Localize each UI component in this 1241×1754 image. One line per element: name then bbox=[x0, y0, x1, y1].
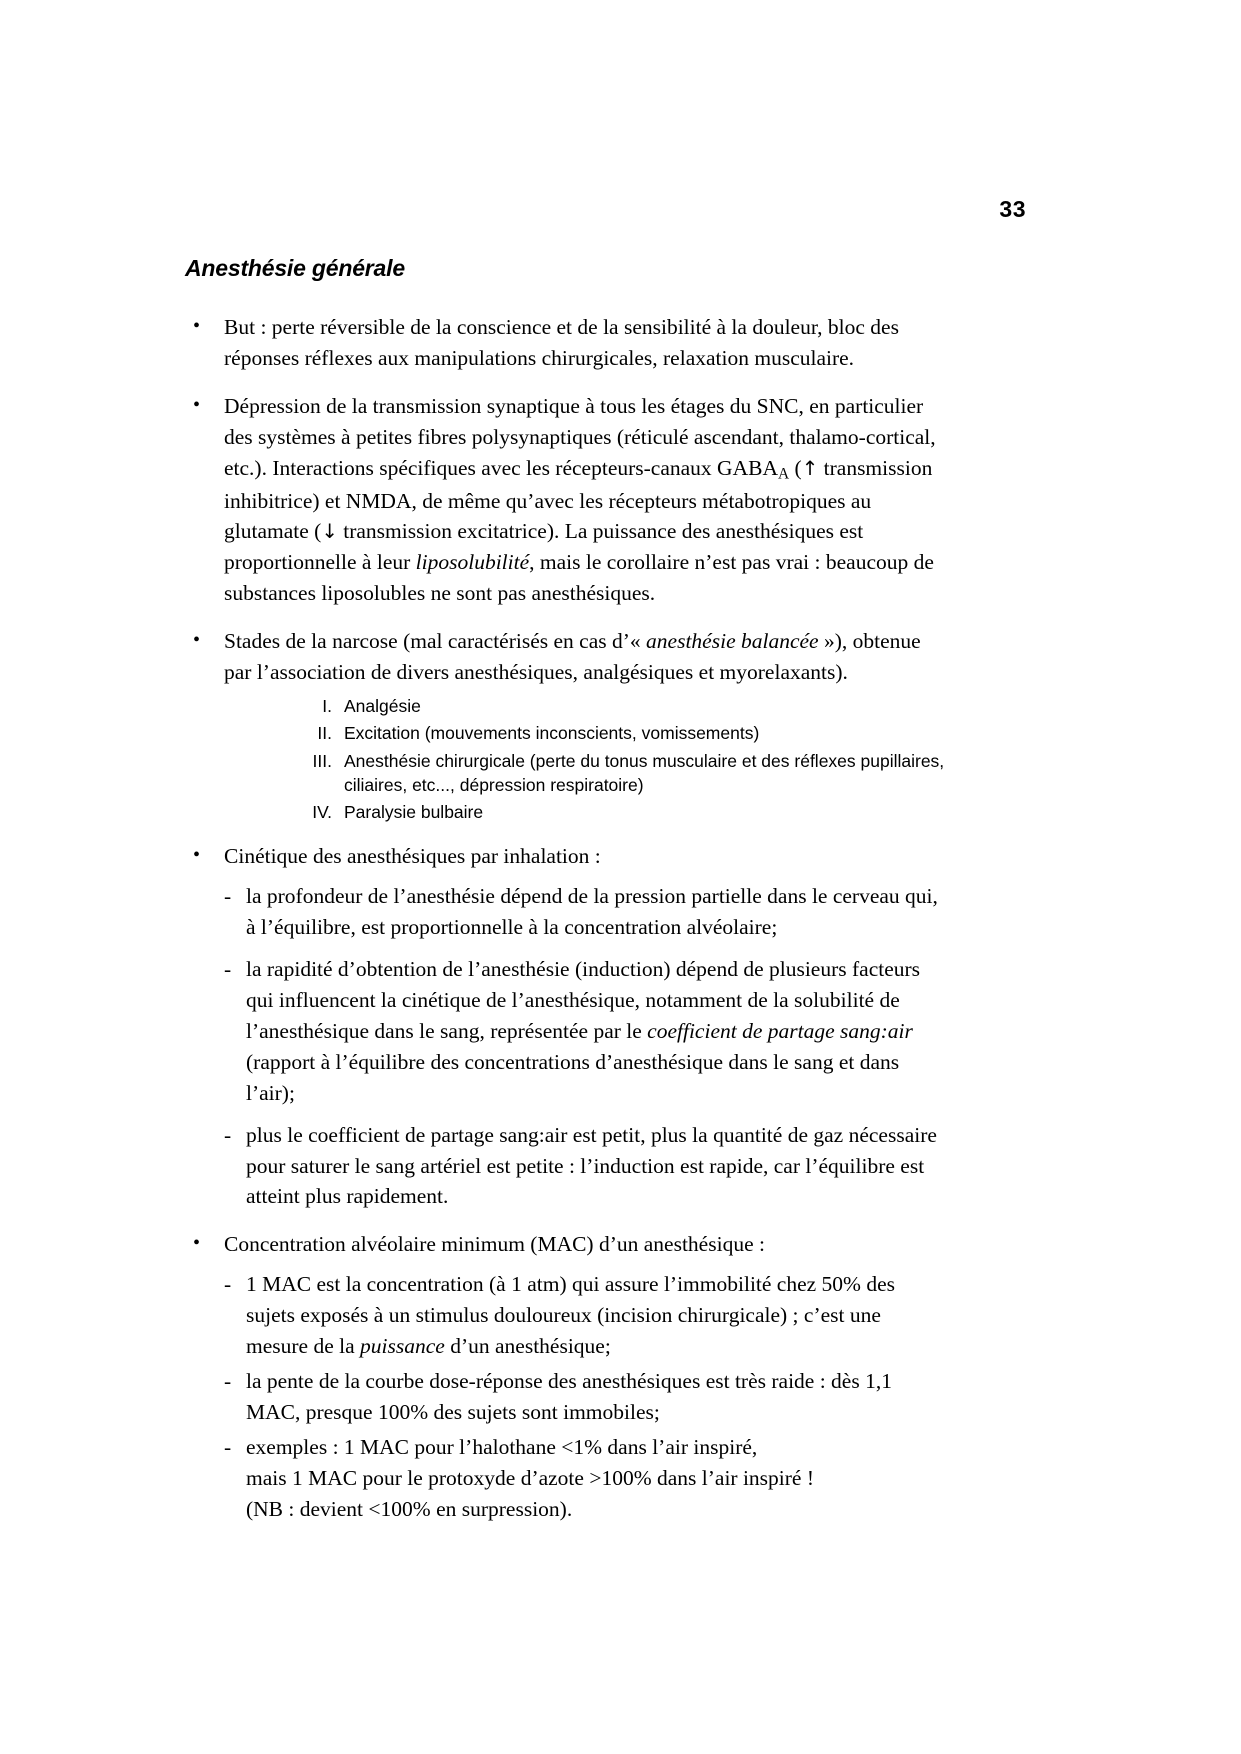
bullet-marker-icon: • bbox=[193, 393, 201, 416]
dash-marker-icon: - bbox=[224, 1122, 232, 1147]
emphasis-anesthesie-balancee: anesthésie balancée bbox=[646, 629, 819, 654]
bullet-lead-text: Cinétique des anesthésiques par inhalation : bbox=[224, 843, 601, 868]
dash-marker-icon: - bbox=[224, 883, 232, 908]
example-line-2: mais 1 MAC pour le protoxyde d’azote >100% dans l’air inspiré ! bbox=[246, 1466, 815, 1491]
text-fragment: »), obtenue par l’association de divers anesthésiques, analgésiques et myorelaxants). bbox=[224, 629, 921, 685]
gaba-subscript: A bbox=[777, 465, 790, 483]
bullet-item-but bbox=[185, 312, 945, 374]
roman-numeral: I. bbox=[322, 696, 332, 717]
dash-sub-list bbox=[224, 1269, 945, 1525]
example-line-1: exemples : 1 MAC pour l’halothane <1% dans l’air inspiré, bbox=[246, 1435, 758, 1460]
main-bullet-list bbox=[185, 312, 945, 1525]
bullet-marker-icon: • bbox=[193, 843, 201, 866]
text-fragment: , mais le corollaire n’est pas vrai : beaucoup de substances liposolubles ne sont pas anesthésiques. bbox=[224, 550, 934, 606]
dash-marker-icon: - bbox=[224, 1272, 232, 1297]
text-fragment: 1 MAC est la concentration (à 1 atm) qui assure l’immobilité chez 50% des sujets exposés à un stimulus douloureux (incision chirurgicale) ; c’est une mesure de la bbox=[246, 1272, 895, 1359]
text-fragment: (rapport à l’équilibre des concentrations d’anesthésique dans le sang et dans l’air); bbox=[246, 1049, 900, 1105]
example-line-3: (NB : devient <100% en surpression). bbox=[246, 1497, 573, 1522]
arrow-down-icon: ↓ bbox=[321, 520, 338, 544]
text-fragment: transmission excitatrice). La puissance des anesthésiques est proportionnelle à leur bbox=[224, 519, 864, 575]
arrow-up-icon: ↑ bbox=[801, 456, 819, 480]
dash-marker-icon: - bbox=[224, 1435, 232, 1460]
dash-list-item bbox=[224, 1366, 945, 1428]
text-fragment: la profondeur de l’anesthésie dépend de la pression partielle dans le cerveau qui, à l’équilibre, est proportionnelle à la concentration alvéolaire; bbox=[246, 883, 938, 939]
bullet-item-mac bbox=[185, 1229, 945, 1525]
emphasis-liposolubilite: liposolubilité bbox=[415, 550, 530, 575]
roman-numeral-list bbox=[224, 694, 945, 824]
roman-list-item bbox=[304, 694, 945, 718]
emphasis-coefficient-partage: coefficient de partage sang:air bbox=[647, 1018, 913, 1043]
text-fragment: Dépression de la transmission synaptique à tous les étages du SNC, en particulier des systèmes à petites fibres polysynaptiques (réticulé ascendant, thalamo-cortical, etc.). Interactions spécifiques avec les récepteurs-canaux GABA bbox=[224, 393, 936, 480]
bullet-marker-icon: • bbox=[193, 1232, 201, 1255]
dash-list-item bbox=[224, 1120, 945, 1213]
dash-list-item bbox=[224, 881, 945, 943]
roman-label: Analgésie bbox=[344, 696, 421, 717]
roman-list-item bbox=[304, 721, 945, 745]
bullet-text bbox=[224, 391, 945, 609]
bullet-item-depression-transmission bbox=[185, 391, 945, 609]
dash-sub-list bbox=[224, 881, 945, 1213]
dash-list-item bbox=[224, 954, 945, 1109]
text-fragment: d’un anesthésique; bbox=[444, 1334, 611, 1359]
roman-list-item bbox=[304, 749, 945, 797]
roman-numeral: II. bbox=[317, 723, 332, 744]
page-number: 33 bbox=[999, 196, 1026, 222]
text-fragment: transmission inhibitrice) et NMDA, de même qu’avec les récepteurs métabotropiques au glutamate ( bbox=[224, 455, 933, 544]
roman-label: Anesthésie chirurgicale (perte du tonus musculaire et des réflexes pupillaires, ciliaires, etc..., dépression respiratoire) bbox=[344, 750, 945, 795]
emphasis-puissance: puissance bbox=[360, 1334, 445, 1359]
page-title: Anesthésie générale bbox=[185, 255, 405, 281]
bullet-text bbox=[224, 312, 945, 374]
text-fragment: la rapidité d’obtention de l’anesthésie (induction) dépend de plusieurs facteurs qui influencent la cinétique de l’anesthésique, notamment de la solubilité de l’anesthésique dans le sang, représentée par le bbox=[246, 956, 921, 1043]
dash-list-item-examples bbox=[224, 1432, 945, 1525]
dash-marker-icon: - bbox=[224, 956, 232, 981]
text-fragment: Stades de la narcose (mal caractérisés en cas d’« bbox=[224, 629, 647, 654]
bullet-line-1: But : perte réversible de la conscience et de la sensibilité à la douleur, bloc des bbox=[224, 315, 899, 339]
bullet-lead-text: Concentration alvéolaire minimum (MAC) d’un anesthésique : bbox=[224, 1232, 765, 1257]
text-fragment: ( bbox=[789, 455, 802, 480]
dash-list-item bbox=[224, 1269, 945, 1362]
bullet-line-2: réponses réflexes aux manipulations chirurgicales, relaxation musculaire. bbox=[224, 345, 855, 370]
bullet-item-stades-narcose bbox=[185, 626, 945, 824]
dash-marker-icon: - bbox=[224, 1369, 232, 1394]
page-content bbox=[185, 255, 945, 1542]
roman-label: Paralysie bulbaire bbox=[344, 801, 484, 822]
text-fragment: la pente de la courbe dose-réponse des anesthésiques est très raide : dès 1,1 MAC, presque 100% des sujets sont immobiles; bbox=[246, 1369, 892, 1425]
bullet-text bbox=[224, 626, 945, 688]
roman-numeral: III. bbox=[312, 750, 332, 771]
roman-numeral: IV. bbox=[312, 801, 332, 822]
roman-list-item bbox=[304, 800, 945, 824]
bullet-marker-icon: • bbox=[193, 629, 201, 652]
roman-label: Excitation (mouvements inconscients, vomissements) bbox=[344, 723, 760, 744]
text-fragment: plus le coefficient de partage sang:air est petit, plus la quantité de gaz nécessaire pour saturer le sang artériel est petite : l’induction est rapide, car l’équilibre est atteint plus rapidement. bbox=[246, 1122, 937, 1209]
bullet-marker-icon: • bbox=[193, 315, 201, 337]
bullet-item-cinetique bbox=[185, 841, 945, 1212]
